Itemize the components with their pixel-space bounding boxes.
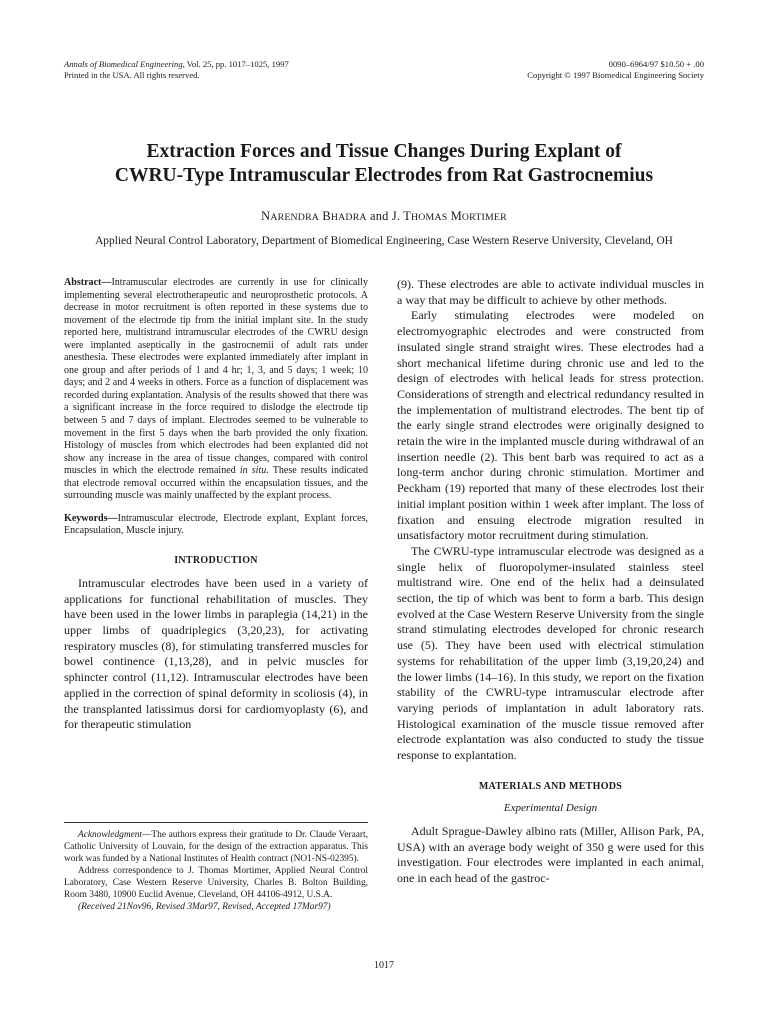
author-1-first-initial: N [261,209,271,223]
introduction-paragraph-3: The CWRU-type intramuscular electrode was designed as a single helix of fluoropolymer-insulated stainless steel multistrand wire. One end of the helix had a deinsulated section, the tip of which was bent to form a barb. This design evolved at the Case Western Reserve University from the single strand stimulating electrodes developed for chronic research use (5). They have been used with electrical stimulation systems for rehabilitation of the upper limb (3,19,20,24) and the lower limbs (14–16). In this study, we report on the fixation stability of the CWRU-type intramuscular electrode after varying periods of implantation in adult laboratory rats. Histological examination of the muscle tissue removed after electrode explantation was also conducted to study the tissue response to explantation. [397,543,704,763]
introduction-heading: INTRODUCTION [174,554,258,566]
acknowledgment-footnote [64,829,368,865]
title-line-1: Extraction Forces and Tissue Changes During Explant of [146,141,622,162]
acknowledgment-text: —The authors express their gratitude to Dr. Claude Veraart, Catholic University of Louvain, for the design of the extraction apparatus. This work was funded by a National Institutes of Health contract (NO1-NS-02395). [64,830,368,864]
acknowledgment-label: Acknowledgment [78,830,143,840]
keywords-text: Intramuscular electrode, Electrode explant, Explant forces, Encapsulation, Muscle injury. [64,512,368,537]
keywords-label: Keywords— [64,512,118,524]
introduction-paragraph-1: Intramuscular electrodes have been used in a variety of applications for functional rehabilitation of muscles. They have been used in the lower limbs in paraplegia (14,21) in the upper limbs of quadriplegics (3,20,23), for activating respiratory muscles (8), for stimulating transferred muscles for bowel continence (1,13,28), and in pelvic muscles for sphincter control (11,12). Intramuscular electrodes have been applied in the correction of spinal deformity in scoliosis (4), in the transplanted latissimus dorsi for cardiomyoplasty (6), and for therapeutic stimulation [64,575,368,732]
affiliation: Applied Neural Control Laboratory, Department of Biomedical Engineering, Case Western Reserve University, Cleveland, OH [95,235,673,247]
left-column [64,277,368,733]
copyright-notice: Copyright © 1997 Biomedical Engineering Society [527,70,704,80]
journal-name: Annals of Biomedical Engineering, [64,59,185,69]
article-title [40,140,728,188]
received-dates: (Received 21Nov96, Revised 3Mar97, Revised, Accepted 17Mar97) [78,902,331,912]
methods-paragraph-1: Adult Sprague-Dawley albino rats (Miller, Allison Park, PA, USA) with an average body weight of 350 g were used for this investigation. Four electrodes were implanted in each animal, one in each head of the gastroc- [397,823,704,885]
author-list [40,209,728,224]
author-conjunction: and [366,209,392,223]
author-2-first-rest: HOMAS [410,212,448,223]
author-1-first-rest: ARENDRA [270,212,320,223]
author-1-last-rest: HADRA [330,212,367,223]
author-2-last-initial: M [450,209,462,223]
author-2-initial: J. T [391,209,411,223]
right-column [397,277,704,887]
page-number: 1017 [374,960,394,971]
abstract-italic: in situ. [239,465,269,477]
printed-notice: Printed in the USA. All rights reserved. [64,70,200,80]
introduction-paragraph-1-continued: (9). These electrodes are able to activate individual muscles in a way that may be difficult to achieve by other methods. [397,277,704,307]
author-2-last-rest: ORTIMER [461,212,507,223]
introduction-paragraph-2: Early stimulating electrodes were modeled on electromyographic electrodes and were constructed from insulated single strand straight wires. These electrodes had a short mechanical lifetime during chronic use and led to the design of electrodes with helical leads for stress protection. Considerations of strength and electrical redundancy resulted in the implementation of multistrand electrodes. The bent tip of the early single strand electrodes were originally designed to retain the wire in the implanted muscle during withdrawal of an insertion needle (2). This bent barb was required to act as a long-term anchor during chronic stimulation. Mortimer and Peckham (19) reported that many of these electrodes lost their initial implant position within 1 week after implant. The loss of fixation and ensuing electrode migration resulted in unsatisfactory motor recruitment during stimulation. [397,308,704,543]
journal-citation [64,59,289,70]
running-header-left [64,59,289,81]
methods-heading: MATERIALS AND METHODS [478,780,623,792]
abstract-label: Abstract— [64,277,112,288]
running-header-right [527,59,704,81]
abstract-text-1: Intramuscular electrodes are currently in use for clinically implementing several electrotherapeutic and neuroprosthetic protocols. A decrease in motor recruitment is often reported in these systems due to movement of the electrode tip from the initial implant site. In the study reported here, multistrand intramuscular electrodes of the CWRU design were implanted aseptically in the gastrocnemii of adult rats under anesthesia. These electrodes were explanted immediately after implant in one group and after periods of 1 and 4 hr; 1, 3, and 5 days; 1 week; 10 days; and 2 and 4 weeks in others. Force as a function of displacement was recorded during explantation. Analysis of the results showed that there was a significant increase in the force required to dislodge the electrode tip between 5 and 7 days of implant. Electrodes seemed to be vulnerable to movement in the first 5 days when the barb provided the only fixation. Histology of muscles from which electrodes had been explanted did not show any increase in the area of tissue changes, compared with control muscles in which the electrode remained [64,277,368,477]
article-code: 0090–6964/97 $10.50 + .00 [608,59,704,69]
title-line-2: CWRU-Type Intramuscular Electrodes from Rat Gastrocnemius [114,165,654,186]
abstract [64,277,368,503]
abstract-text-2: These results indicated that electrode removal occurred within the encapsulation tissues, and the surrounding muscle was mainly unaffected by the explant process. [64,465,368,502]
keywords [64,513,368,538]
author-1-last-initial: B [322,209,331,223]
methods-subheading: Experimental Design [503,801,598,814]
correspondence-footnote: Address correspondence to J. Thomas Mortimer, Applied Neural Control Laboratory, Case Western Reserve University, Charles B. Bolton Building, Room 3480, 10900 Euclid Avenue, Cleveland, OH 44106-4912, U.S.A. [64,866,368,900]
volume-pages: Vol. 25, pp. 1017–1025, 1997 [184,59,289,69]
footnotes [64,822,368,913]
